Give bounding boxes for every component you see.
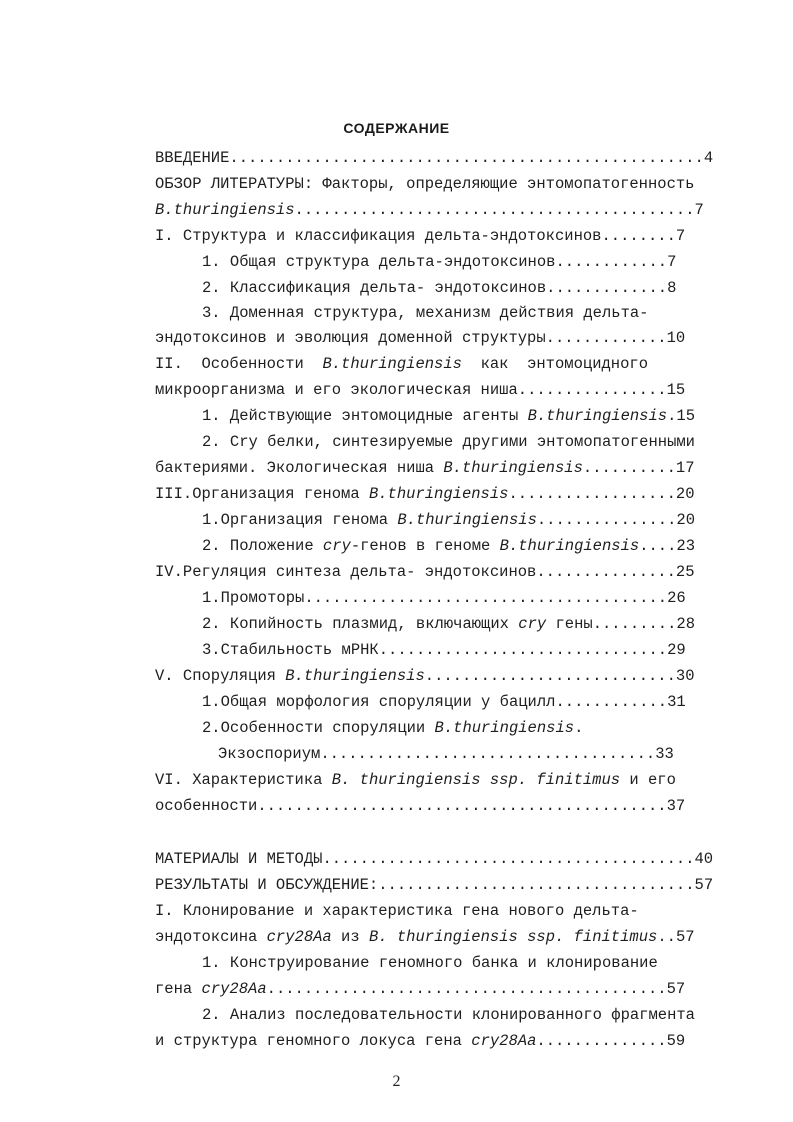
page-number: 2 — [392, 1073, 401, 1090]
toc-heading: СОДЕРЖАНИЕ — [343, 120, 450, 136]
toc-entry-1-1[interactable]: 1. Общая структура дельта-эндотоксинов............7 — [202, 253, 677, 271]
toc-entry-literature-review[interactable]: ОБЗОР ЛИТЕРАТУРЫ: Факторы, определяющие энтомопатогенность — [155, 175, 695, 193]
toc-entry-section-2[interactable]: II. Особенности B.thuringiensis как энтомоцидного — [155, 355, 648, 373]
toc-entry-section-3[interactable]: III.Организация генома B.thuringiensis..................20 — [155, 485, 695, 503]
toc-entry-section-4[interactable]: IV.Регуляция синтеза дельта- эндотоксинов...............25 — [155, 563, 695, 581]
toc-entry-3-1[interactable]: 1.Организация генома B.thuringiensis...............20 — [202, 511, 696, 529]
toc-entry-4-2[interactable]: 2. Копийность плазмид, включающих cry гены.........28 — [202, 615, 696, 633]
toc-entry-4-1[interactable]: 1.Промоторы.......................................26 — [202, 589, 686, 607]
toc-entry-results-1[interactable]: I. Клонирование и характеристика гена нового дельта- — [155, 902, 639, 920]
toc-entry-5-2-cont[interactable]: Экзоспориум....................................33 — [218, 745, 674, 763]
toc-entry-2-2-cont[interactable]: бактериями. Экологическая ниша B.thuringiensis..........17 — [155, 459, 695, 477]
toc-entry-results-1-cont[interactable]: эндотоксина cry28Aa из B. thuringiensis ssp. finitimus..57 — [155, 928, 695, 946]
toc-entry-section-1[interactable]: I. Структура и классификация дельта-эндотоксинов........7 — [155, 227, 686, 245]
toc-entry-2-1[interactable]: 1. Действующие энтомоцидные агенты B.thuringiensis.15 — [202, 407, 696, 425]
toc-entry-section-6-cont[interactable]: особенности............................................37 — [155, 797, 686, 815]
toc-entry-3-2[interactable]: 2. Положение cry-генов в геноме B.thuringiensis....23 — [202, 537, 696, 555]
toc-entry-4-3[interactable]: 3.Стабильность мРНК...............................29 — [202, 641, 686, 659]
toc-entry-5-1[interactable]: 1.Общая морфология споруляции у бацилл............31 — [202, 693, 686, 711]
toc-entry-section-2-cont[interactable]: микроорганизма и его экологическая ниша................15 — [155, 381, 686, 399]
toc-entry-literature-review-cont[interactable]: B.thuringiensis...........................................7 — [155, 201, 704, 219]
toc-entry-1-3[interactable]: 3. Доменная структура, механизм действия дельта- — [202, 304, 649, 322]
toc-entry-results-1-2[interactable]: 2. Анализ последовательности клонированного фрагмента — [202, 1006, 695, 1024]
toc-entry-introduction[interactable]: ВВЕДЕНИЕ...................................................4 — [155, 149, 714, 167]
toc-entry-results-1-1[interactable]: 1. Конструирование геномного банка и клонирование — [202, 954, 658, 972]
toc-entry-1-3-cont[interactable]: эндотоксинов и эволюция доменной структуры.............10 — [155, 329, 686, 347]
toc-entry-results-1-1-cont[interactable]: гена cry28Aa...........................................57 — [155, 980, 686, 998]
toc-entry-1-2[interactable]: 2. Классификация дельта- эндотоксинов.............8 — [202, 279, 677, 297]
toc-entry-5-2[interactable]: 2.Особенности споруляции B.thuringiensis. — [202, 719, 584, 737]
toc-entry-2-2[interactable]: 2. Cry белки, синтезируемые другими энтомопатогенными — [202, 433, 695, 451]
toc-entry-results[interactable]: РЕЗУЛЬТАТЫ И ОБСУЖДЕНИЕ:..................................57 — [155, 876, 714, 894]
toc-entry-results-1-2-cont[interactable]: и структура геномного локуса гена cry28Aa..............59 — [155, 1032, 686, 1050]
toc-entry-section-6[interactable]: VI. Характеристика B. thuringiensis ssp. finitimus и его — [155, 771, 676, 789]
toc-entry-section-5[interactable]: V. Споруляция B.thuringiensis...........................30 — [155, 667, 695, 685]
toc-entry-materials-methods[interactable]: МАТЕРИАЛЫ И МЕТОДЫ........................................40 — [155, 850, 714, 868]
